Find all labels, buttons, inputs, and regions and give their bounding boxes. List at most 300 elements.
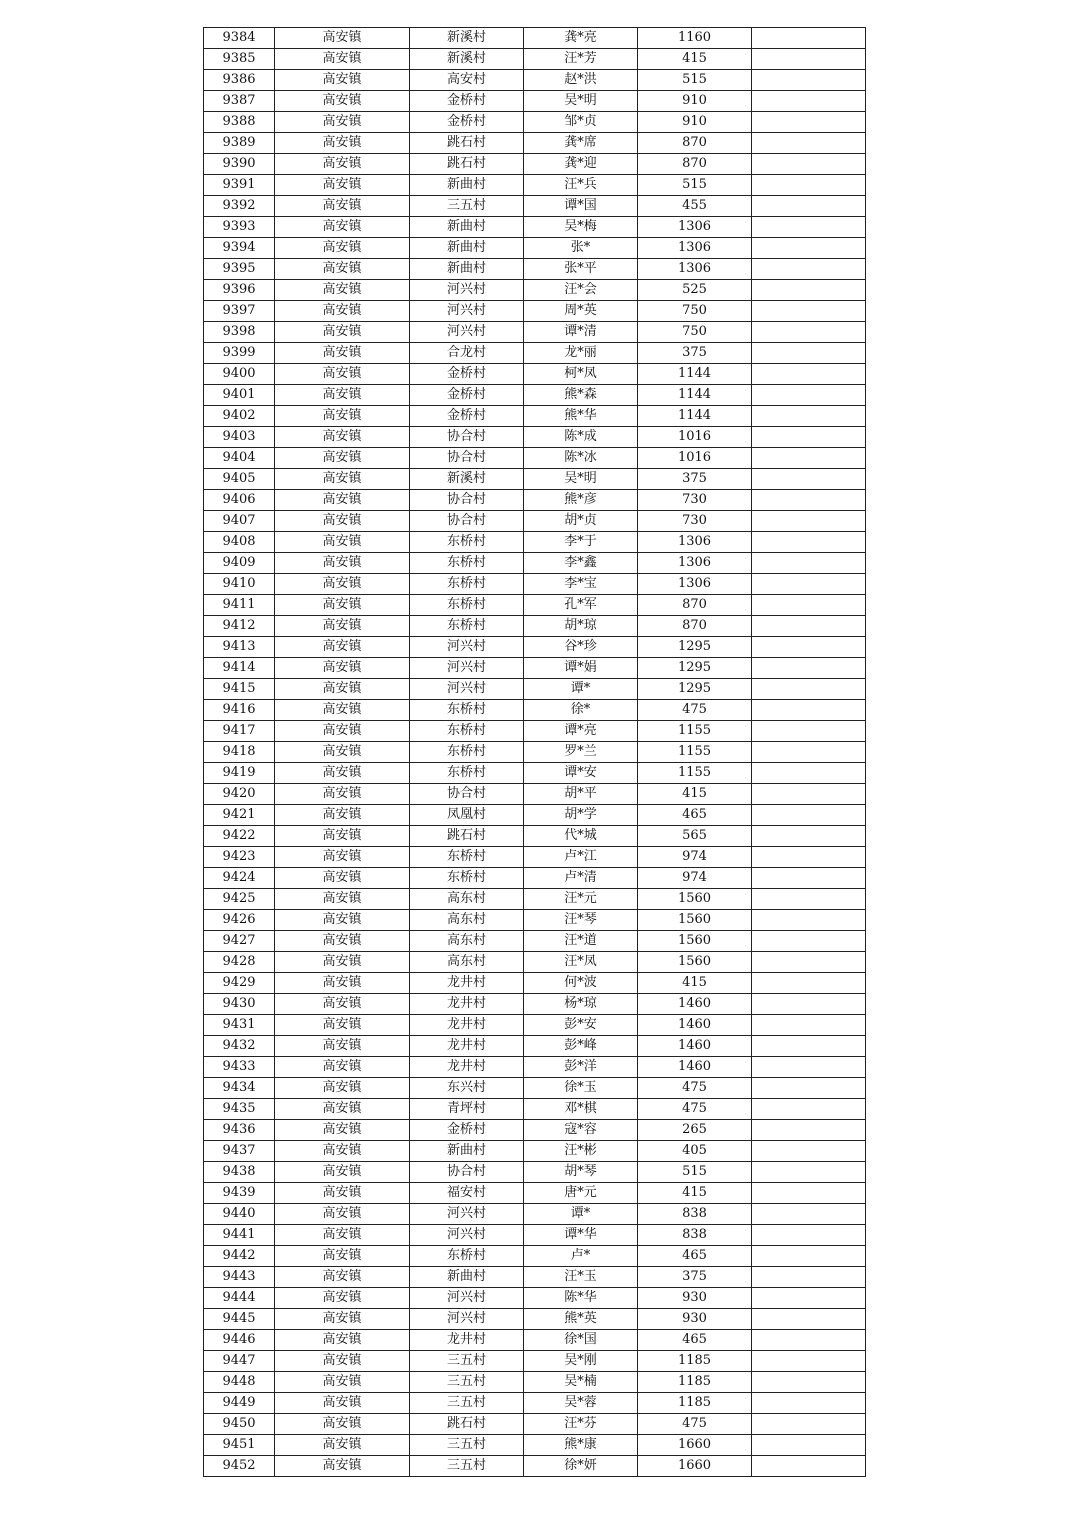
cell-name: 龚*迎: [524, 154, 638, 175]
cell-village: 新曲村: [410, 217, 524, 238]
cell-town: 高安镇: [275, 931, 410, 952]
cell-name: 徐*妍: [524, 1456, 638, 1477]
cell-note: [752, 364, 866, 385]
cell-note: [752, 70, 866, 91]
cell-town: 高安镇: [275, 1372, 410, 1393]
table-row: [204, 658, 866, 679]
cell-name: 卢*江: [524, 847, 638, 868]
cell-amount: 475: [638, 700, 752, 721]
table-row: [204, 700, 866, 721]
table-row: [204, 1351, 866, 1372]
cell-amount: 870: [638, 616, 752, 637]
cell-amount: 1016: [638, 448, 752, 469]
cell-village: 东桥村: [410, 868, 524, 889]
table-row: [204, 889, 866, 910]
cell-amount: 974: [638, 868, 752, 889]
cell-number: 9443: [204, 1267, 275, 1288]
cell-note: [752, 112, 866, 133]
cell-village: 跳石村: [410, 154, 524, 175]
table-row: [204, 301, 866, 322]
table-row: [204, 448, 866, 469]
cell-name: 吴*楠: [524, 1372, 638, 1393]
cell-number: 9409: [204, 553, 275, 574]
table-row: [204, 1288, 866, 1309]
cell-number: 9429: [204, 973, 275, 994]
cell-number: 9414: [204, 658, 275, 679]
cell-name: 谭*清: [524, 322, 638, 343]
cell-number: 9421: [204, 805, 275, 826]
cell-number: 9404: [204, 448, 275, 469]
cell-town: 高安镇: [275, 1057, 410, 1078]
cell-town: 高安镇: [275, 70, 410, 91]
cell-name: 龙*丽: [524, 343, 638, 364]
cell-amount: 1306: [638, 574, 752, 595]
cell-town: 高安镇: [275, 322, 410, 343]
cell-number: 9448: [204, 1372, 275, 1393]
records-table-body: [204, 28, 866, 1477]
cell-village: 东桥村: [410, 721, 524, 742]
cell-amount: 1560: [638, 952, 752, 973]
cell-name: 寇*容: [524, 1120, 638, 1141]
cell-number: 9419: [204, 763, 275, 784]
cell-village: 东桥村: [410, 700, 524, 721]
table-row: [204, 322, 866, 343]
cell-number: 9402: [204, 406, 275, 427]
cell-number: 9426: [204, 910, 275, 931]
cell-note: [752, 1288, 866, 1309]
cell-village: 东桥村: [410, 763, 524, 784]
cell-note: [752, 238, 866, 259]
cell-amount: 515: [638, 1162, 752, 1183]
cell-number: 9425: [204, 889, 275, 910]
cell-village: 龙井村: [410, 1015, 524, 1036]
cell-amount: 1560: [638, 889, 752, 910]
cell-village: 三五村: [410, 1456, 524, 1477]
cell-number: 9388: [204, 112, 275, 133]
cell-number: 9420: [204, 784, 275, 805]
cell-note: [752, 1162, 866, 1183]
cell-town: 高安镇: [275, 1393, 410, 1414]
cell-village: 三五村: [410, 1393, 524, 1414]
cell-number: 9398: [204, 322, 275, 343]
cell-name: 汪*玉: [524, 1267, 638, 1288]
cell-amount: 1295: [638, 679, 752, 700]
cell-village: 河兴村: [410, 658, 524, 679]
table-row: [204, 1057, 866, 1078]
cell-town: 高安镇: [275, 196, 410, 217]
cell-name: 陈*成: [524, 427, 638, 448]
cell-note: [752, 763, 866, 784]
cell-note: [752, 217, 866, 238]
cell-note: [752, 595, 866, 616]
cell-village: 东兴村: [410, 1078, 524, 1099]
cell-number: 9452: [204, 1456, 275, 1477]
table-row: [204, 49, 866, 70]
cell-village: 新溪村: [410, 469, 524, 490]
cell-number: 9395: [204, 259, 275, 280]
cell-note: [752, 448, 866, 469]
cell-name: 吴*梅: [524, 217, 638, 238]
cell-town: 高安镇: [275, 1141, 410, 1162]
cell-village: 跳石村: [410, 133, 524, 154]
cell-name: 赵*洪: [524, 70, 638, 91]
cell-town: 高安镇: [275, 616, 410, 637]
cell-name: 熊*华: [524, 406, 638, 427]
cell-note: [752, 994, 866, 1015]
cell-number: 9427: [204, 931, 275, 952]
cell-note: [752, 805, 866, 826]
cell-number: 9400: [204, 364, 275, 385]
cell-town: 高安镇: [275, 532, 410, 553]
cell-amount: 1306: [638, 553, 752, 574]
cell-note: [752, 973, 866, 994]
cell-amount: 415: [638, 49, 752, 70]
cell-amount: 465: [638, 1246, 752, 1267]
table-row: [204, 616, 866, 637]
cell-amount: 730: [638, 490, 752, 511]
cell-name: 汪*兵: [524, 175, 638, 196]
table-row: [204, 826, 866, 847]
cell-number: 9384: [204, 28, 275, 49]
table-row: [204, 532, 866, 553]
table-row: [204, 595, 866, 616]
table-row: [204, 679, 866, 700]
cell-village: 河兴村: [410, 1225, 524, 1246]
cell-name: 汪*琴: [524, 910, 638, 931]
cell-note: [752, 1246, 866, 1267]
cell-village: 新曲村: [410, 175, 524, 196]
cell-village: 青坪村: [410, 1099, 524, 1120]
cell-village: 跳石村: [410, 826, 524, 847]
cell-amount: 415: [638, 784, 752, 805]
cell-note: [752, 1414, 866, 1435]
cell-village: 河兴村: [410, 679, 524, 700]
cell-number: 9413: [204, 637, 275, 658]
cell-village: 协合村: [410, 784, 524, 805]
table-row: [204, 238, 866, 259]
cell-village: 高东村: [410, 910, 524, 931]
cell-name: 李*于: [524, 532, 638, 553]
cell-town: 高安镇: [275, 1015, 410, 1036]
cell-amount: 265: [638, 1120, 752, 1141]
cell-number: 9422: [204, 826, 275, 847]
cell-name: 胡*琼: [524, 616, 638, 637]
cell-note: [752, 1141, 866, 1162]
table-row: [204, 931, 866, 952]
cell-village: 三五村: [410, 1351, 524, 1372]
cell-village: 新曲村: [410, 238, 524, 259]
cell-amount: 750: [638, 322, 752, 343]
cell-amount: 1660: [638, 1456, 752, 1477]
cell-town: 高安镇: [275, 91, 410, 112]
cell-amount: 1155: [638, 721, 752, 742]
cell-village: 三五村: [410, 1435, 524, 1456]
cell-number: 9445: [204, 1309, 275, 1330]
cell-number: 9438: [204, 1162, 275, 1183]
cell-town: 高安镇: [275, 280, 410, 301]
cell-amount: 415: [638, 973, 752, 994]
cell-note: [752, 28, 866, 49]
cell-village: 协合村: [410, 1162, 524, 1183]
cell-name: 汪*元: [524, 889, 638, 910]
cell-name: 龚*亮: [524, 28, 638, 49]
table-row: [204, 847, 866, 868]
cell-note: [752, 280, 866, 301]
cell-name: 周*英: [524, 301, 638, 322]
cell-note: [752, 931, 866, 952]
table-row: [204, 469, 866, 490]
cell-number: 9393: [204, 217, 275, 238]
table-row: [204, 1456, 866, 1477]
cell-note: [752, 532, 866, 553]
cell-name: 熊*英: [524, 1309, 638, 1330]
cell-name: 杨*琼: [524, 994, 638, 1015]
cell-amount: 375: [638, 1267, 752, 1288]
table-row: [204, 973, 866, 994]
cell-town: 高安镇: [275, 679, 410, 700]
cell-town: 高安镇: [275, 805, 410, 826]
cell-town: 高安镇: [275, 1225, 410, 1246]
cell-amount: 1306: [638, 259, 752, 280]
table-row: [204, 1162, 866, 1183]
cell-amount: 730: [638, 511, 752, 532]
cell-note: [752, 343, 866, 364]
cell-village: 东桥村: [410, 595, 524, 616]
cell-town: 高安镇: [275, 973, 410, 994]
cell-note: [752, 721, 866, 742]
cell-town: 高安镇: [275, 889, 410, 910]
cell-village: 金桥村: [410, 112, 524, 133]
cell-note: [752, 469, 866, 490]
cell-note: [752, 1372, 866, 1393]
cell-name: 谭*安: [524, 763, 638, 784]
cell-town: 高安镇: [275, 1246, 410, 1267]
cell-number: 9412: [204, 616, 275, 637]
table-row: [204, 1372, 866, 1393]
cell-town: 高安镇: [275, 658, 410, 679]
cell-number: 9433: [204, 1057, 275, 1078]
cell-town: 高安镇: [275, 847, 410, 868]
cell-town: 高安镇: [275, 175, 410, 196]
table-row: [204, 280, 866, 301]
table-row: [204, 70, 866, 91]
cell-number: 9407: [204, 511, 275, 532]
cell-note: [752, 301, 866, 322]
cell-note: [752, 637, 866, 658]
cell-town: 高安镇: [275, 1435, 410, 1456]
cell-village: 高东村: [410, 889, 524, 910]
cell-amount: 1185: [638, 1393, 752, 1414]
cell-note: [752, 1078, 866, 1099]
cell-amount: 930: [638, 1309, 752, 1330]
cell-note: [752, 1015, 866, 1036]
cell-note: [752, 1204, 866, 1225]
cell-name: 谭*: [524, 679, 638, 700]
cell-town: 高安镇: [275, 28, 410, 49]
cell-amount: 515: [638, 70, 752, 91]
cell-amount: 455: [638, 196, 752, 217]
cell-town: 高安镇: [275, 1099, 410, 1120]
cell-name: 陈*冰: [524, 448, 638, 469]
cell-note: [752, 1435, 866, 1456]
table-row: [204, 1036, 866, 1057]
cell-town: 高安镇: [275, 238, 410, 259]
cell-name: 谭*娟: [524, 658, 638, 679]
cell-village: 新曲村: [410, 1267, 524, 1288]
cell-note: [752, 826, 866, 847]
cell-amount: 525: [638, 280, 752, 301]
cell-note: [752, 1330, 866, 1351]
table-row: [204, 175, 866, 196]
cell-note: [752, 742, 866, 763]
cell-village: 河兴村: [410, 1288, 524, 1309]
cell-name: 卢*: [524, 1246, 638, 1267]
cell-village: 河兴村: [410, 637, 524, 658]
cell-town: 高安镇: [275, 1414, 410, 1435]
cell-amount: 475: [638, 1099, 752, 1120]
cell-village: 河兴村: [410, 1309, 524, 1330]
table-row: [204, 553, 866, 574]
table-row: [204, 1141, 866, 1162]
cell-town: 高安镇: [275, 1456, 410, 1477]
cell-amount: 475: [638, 1414, 752, 1435]
cell-village: 金桥村: [410, 385, 524, 406]
cell-village: 东桥村: [410, 532, 524, 553]
cell-town: 高安镇: [275, 385, 410, 406]
cell-name: 熊*森: [524, 385, 638, 406]
cell-name: 汪*芬: [524, 1414, 638, 1435]
cell-number: 9411: [204, 595, 275, 616]
cell-village: 新溪村: [410, 49, 524, 70]
table-row: [204, 406, 866, 427]
cell-town: 高安镇: [275, 1036, 410, 1057]
cell-village: 协合村: [410, 490, 524, 511]
cell-name: 唐*元: [524, 1183, 638, 1204]
cell-name: 彭*安: [524, 1015, 638, 1036]
cell-note: [752, 406, 866, 427]
cell-name: 吴*明: [524, 469, 638, 490]
cell-town: 高安镇: [275, 406, 410, 427]
cell-name: 李*宝: [524, 574, 638, 595]
cell-town: 高安镇: [275, 427, 410, 448]
cell-name: 徐*玉: [524, 1078, 638, 1099]
cell-town: 高安镇: [275, 343, 410, 364]
cell-note: [752, 679, 866, 700]
table-row: [204, 1246, 866, 1267]
cell-village: 东桥村: [410, 574, 524, 595]
cell-village: 龙井村: [410, 1330, 524, 1351]
table-row: [204, 574, 866, 595]
cell-amount: 870: [638, 595, 752, 616]
cell-note: [752, 1099, 866, 1120]
table-row: [204, 1204, 866, 1225]
cell-note: [752, 91, 866, 112]
cell-amount: 1185: [638, 1351, 752, 1372]
table-row: [204, 952, 866, 973]
cell-name: 胡*平: [524, 784, 638, 805]
table-row: [204, 217, 866, 238]
cell-note: [752, 889, 866, 910]
cell-amount: 375: [638, 343, 752, 364]
cell-name: 胡*学: [524, 805, 638, 826]
cell-amount: 465: [638, 1330, 752, 1351]
cell-name: 吴*明: [524, 91, 638, 112]
table-row: [204, 1183, 866, 1204]
cell-name: 徐*: [524, 700, 638, 721]
cell-town: 高安镇: [275, 595, 410, 616]
cell-village: 高东村: [410, 952, 524, 973]
cell-town: 高安镇: [275, 952, 410, 973]
cell-number: 9391: [204, 175, 275, 196]
cell-number: 9417: [204, 721, 275, 742]
cell-town: 高安镇: [275, 1162, 410, 1183]
cell-note: [752, 133, 866, 154]
table-row: [204, 1393, 866, 1414]
table-row: [204, 1099, 866, 1120]
cell-town: 高安镇: [275, 1183, 410, 1204]
cell-amount: 1560: [638, 931, 752, 952]
cell-name: 吴*蓉: [524, 1393, 638, 1414]
cell-amount: 1460: [638, 1015, 752, 1036]
cell-amount: 1155: [638, 763, 752, 784]
cell-number: 9440: [204, 1204, 275, 1225]
cell-amount: 1660: [638, 1435, 752, 1456]
cell-name: 代*城: [524, 826, 638, 847]
cell-amount: 405: [638, 1141, 752, 1162]
cell-village: 凤凰村: [410, 805, 524, 826]
cell-amount: 910: [638, 91, 752, 112]
cell-name: 张*: [524, 238, 638, 259]
cell-town: 高安镇: [275, 112, 410, 133]
cell-note: [752, 154, 866, 175]
cell-town: 高安镇: [275, 574, 410, 595]
cell-note: [752, 1036, 866, 1057]
cell-village: 金桥村: [410, 1120, 524, 1141]
cell-note: [752, 1057, 866, 1078]
cell-number: 9410: [204, 574, 275, 595]
cell-note: [752, 574, 866, 595]
table-row: [204, 637, 866, 658]
cell-village: 高东村: [410, 931, 524, 952]
cell-name: 谭*: [524, 1204, 638, 1225]
cell-note: [752, 553, 866, 574]
cell-amount: 375: [638, 469, 752, 490]
cell-village: 东桥村: [410, 616, 524, 637]
cell-village: 高安村: [410, 70, 524, 91]
cell-name: 龚*席: [524, 133, 638, 154]
cell-town: 高安镇: [275, 1351, 410, 1372]
cell-note: [752, 847, 866, 868]
cell-amount: 1460: [638, 994, 752, 1015]
cell-note: [752, 1351, 866, 1372]
cell-name: 谭*华: [524, 1225, 638, 1246]
cell-village: 东桥村: [410, 1246, 524, 1267]
cell-name: 李*鑫: [524, 553, 638, 574]
cell-number: 9397: [204, 301, 275, 322]
cell-amount: 870: [638, 154, 752, 175]
table-row: [204, 994, 866, 1015]
cell-number: 9432: [204, 1036, 275, 1057]
cell-number: 9387: [204, 91, 275, 112]
cell-number: 9399: [204, 343, 275, 364]
cell-town: 高安镇: [275, 133, 410, 154]
table-row: [204, 1267, 866, 1288]
cell-number: 9385: [204, 49, 275, 70]
cell-note: [752, 700, 866, 721]
cell-village: 合龙村: [410, 343, 524, 364]
cell-number: 9446: [204, 1330, 275, 1351]
cell-name: 吴*刚: [524, 1351, 638, 1372]
